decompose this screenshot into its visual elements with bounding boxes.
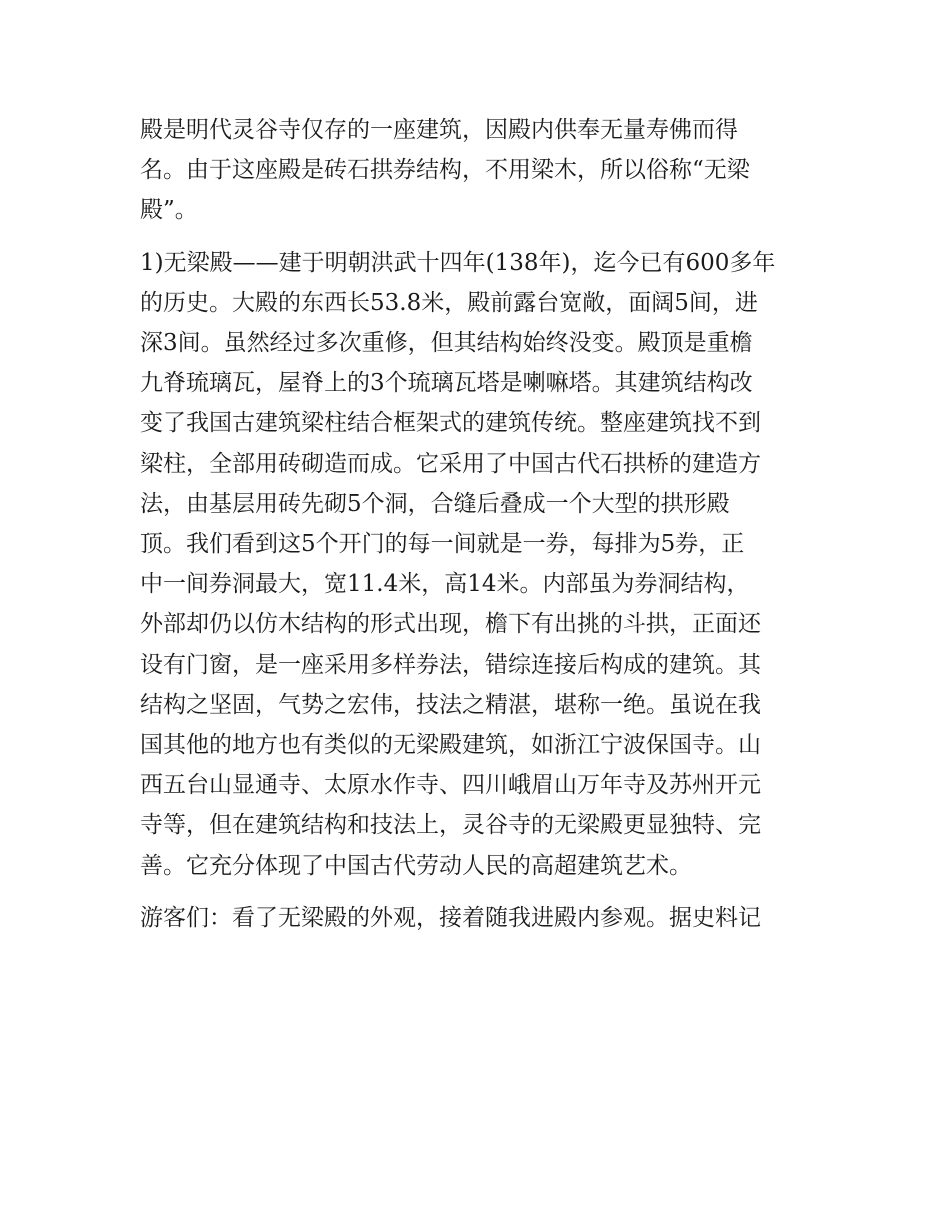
paragraph-wuliang-hall	[140, 243, 820, 886]
text-line: 名。由于这座殿是砖石拱券结构，不用梁木，所以俗称“无梁	[140, 157, 750, 184]
text-line: 结构之坚固，气势之宏伟，技法之精湛，堪称一绝。虽说在我	[140, 691, 761, 718]
text-line: 寺等，但在建筑结构和技法上，灵谷寺的无梁殿更显独特、完	[140, 812, 761, 839]
paragraph-intro	[140, 110, 820, 231]
text-line: 国其他的地方也有类似的无梁殿建筑，如浙江宁波保国寺。山	[140, 732, 761, 759]
text-line: 设有门窗，是一座采用多样券法，错综连接后构成的建筑。其	[140, 651, 761, 678]
text-line: 梁柱，全部用砖砌造而成。它采用了中国古代石拱桥的建造方	[140, 450, 761, 477]
text-line: 善。它充分体现了中国古代劳动人民的高超建筑艺术。	[140, 852, 692, 879]
text-line: 变了我国古建筑梁柱结合框架式的建筑传统。整座建筑找不到	[140, 410, 761, 437]
text-line: 西五台山显通寺、太原水作寺、四川峨眉山万年寺及苏州开元	[140, 772, 761, 799]
text-line: 1)无梁殿——建于明朝洪武十四年(138年)，迄今已有600多年	[140, 249, 776, 276]
text-line: 顶。我们看到这5个开门的每一间就是一券，每排为5券，正	[140, 531, 745, 558]
paragraph-visitors	[140, 898, 820, 938]
text-line: 殿”。	[140, 197, 198, 224]
text-line: 法，由基层用砖先砌5个洞，合缝后叠成一个大型的拱形殿	[140, 490, 730, 517]
text-line: 游客们：看了无梁殿的外观，接着随我进殿内参观。据史料记	[140, 904, 761, 931]
text-line: 殿是明代灵谷寺仅存的一座建筑，因殿内供奉无量寿佛而得	[140, 117, 738, 143]
text-line: 九脊琉璃瓦，屋脊上的3个琉璃瓦塔是喇嘛塔。其建筑结构改	[140, 370, 753, 397]
text-line: 中一间券洞最大，宽11.4米，高14米。内部虽为券洞结构，	[140, 571, 750, 598]
text-line: 深3间。虽然经过多次重修，但其结构始终没变。殿顶是重檐	[140, 330, 753, 357]
text-line: 的历史。大殿的东西长53.8米，殿前露台宽敞，面阔5间，进	[140, 289, 758, 316]
text-line: 外部却仍以仿木结构的形式出现，檐下有出挑的斗拱，正面还	[140, 611, 761, 638]
document-body	[140, 110, 820, 950]
